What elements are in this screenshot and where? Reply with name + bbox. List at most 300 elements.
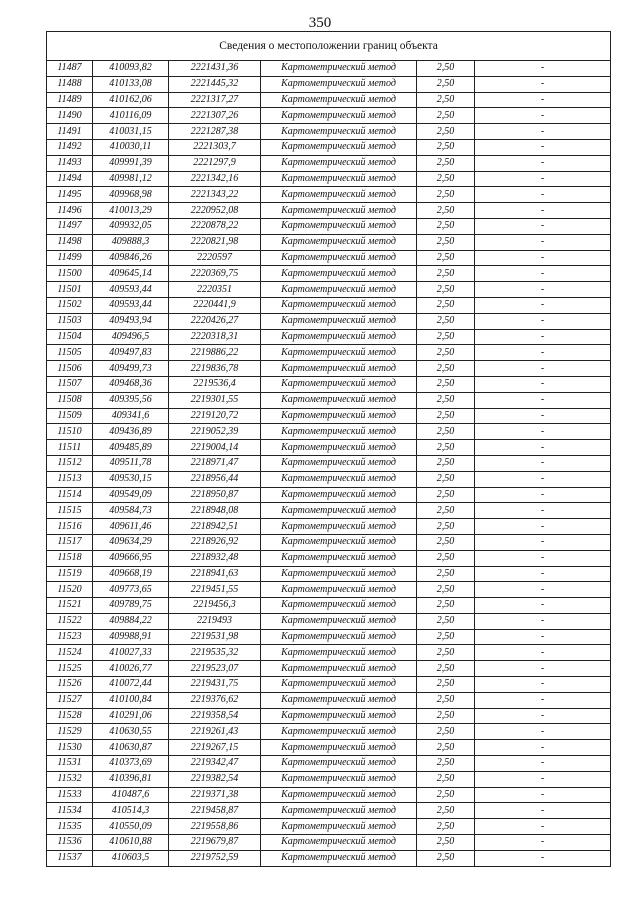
page-number: 350 <box>308 15 332 31</box>
y-coordinate-cell: 2218941,63 <box>169 566 261 582</box>
point-number-cell: 11509 <box>47 408 93 424</box>
point-number-cell: 11520 <box>47 582 93 598</box>
accuracy-cell: 2,50 <box>417 313 475 329</box>
point-number-cell: 11487 <box>47 61 93 77</box>
y-coordinate-cell: 2218926,92 <box>169 534 261 550</box>
point-number-cell: 11537 <box>47 850 93 866</box>
method-cell: Картометрический метод <box>261 771 417 787</box>
point-number-cell: 11508 <box>47 392 93 408</box>
method-cell: Картометрический метод <box>261 566 417 582</box>
y-coordinate-cell: 2219836,78 <box>169 361 261 377</box>
table-row <box>47 787 611 803</box>
description-cell: - <box>475 503 611 519</box>
x-coordinate-cell: 409991,39 <box>93 155 169 171</box>
method-cell: Картометрический метод <box>261 187 417 203</box>
point-number-cell: 11512 <box>47 455 93 471</box>
x-coordinate-cell: 409634,29 <box>93 534 169 550</box>
method-cell: Картометрический метод <box>261 171 417 187</box>
point-number-cell: 11533 <box>47 787 93 803</box>
point-number-cell: 11502 <box>47 297 93 313</box>
table-row <box>47 582 611 598</box>
table-row <box>47 424 611 440</box>
point-number-cell: 11511 <box>47 440 93 456</box>
method-cell: Картометрический метод <box>261 250 417 266</box>
table-row <box>47 503 611 519</box>
x-coordinate-cell: 409668,19 <box>93 566 169 582</box>
table-row <box>47 282 611 298</box>
method-cell: Картометрический метод <box>261 740 417 756</box>
y-coordinate-cell: 2219458,87 <box>169 803 261 819</box>
method-cell: Картометрический метод <box>261 203 417 219</box>
table-row <box>47 187 611 203</box>
x-coordinate-cell: 410396,81 <box>93 771 169 787</box>
method-cell: Картометрический метод <box>261 266 417 282</box>
y-coordinate-cell: 2221342,16 <box>169 171 261 187</box>
accuracy-cell: 2,50 <box>417 519 475 535</box>
point-number-cell: 11497 <box>47 218 93 234</box>
description-cell: - <box>475 76 611 92</box>
point-number-cell: 11510 <box>47 424 93 440</box>
y-coordinate-cell: 2219456,3 <box>169 598 261 614</box>
y-coordinate-cell: 2220351 <box>169 282 261 298</box>
description-cell: - <box>475 171 611 187</box>
x-coordinate-cell: 410373,69 <box>93 756 169 772</box>
point-number-cell: 11490 <box>47 108 93 124</box>
x-coordinate-cell: 409593,44 <box>93 297 169 313</box>
point-number-cell: 11521 <box>47 598 93 614</box>
accuracy-cell: 2,50 <box>417 424 475 440</box>
method-cell: Картометрический метод <box>261 645 417 661</box>
table-row <box>47 661 611 677</box>
point-number-cell: 11495 <box>47 187 93 203</box>
accuracy-cell: 2,50 <box>417 139 475 155</box>
method-cell: Картометрический метод <box>261 361 417 377</box>
method-cell: Картометрический метод <box>261 677 417 693</box>
point-number-cell: 11513 <box>47 471 93 487</box>
y-coordinate-cell: 2219382,54 <box>169 771 261 787</box>
point-number-cell: 11516 <box>47 519 93 535</box>
method-cell: Картометрический метод <box>261 613 417 629</box>
table-row <box>47 376 611 392</box>
description-cell: - <box>475 108 611 124</box>
description-cell: - <box>475 424 611 440</box>
y-coordinate-cell: 2218932,48 <box>169 550 261 566</box>
x-coordinate-cell: 410027,33 <box>93 645 169 661</box>
x-coordinate-cell: 409499,73 <box>93 361 169 377</box>
accuracy-cell: 2,50 <box>417 282 475 298</box>
method-cell: Картометрический метод <box>261 108 417 124</box>
x-coordinate-cell: 409549,09 <box>93 487 169 503</box>
table-row <box>47 850 611 866</box>
x-coordinate-cell: 409395,56 <box>93 392 169 408</box>
accuracy-cell: 2,50 <box>417 835 475 851</box>
point-number-cell: 11498 <box>47 234 93 250</box>
method-cell: Картометрический метод <box>261 582 417 598</box>
method-cell: Картометрический метод <box>261 692 417 708</box>
description-cell: - <box>475 155 611 171</box>
table-row <box>47 408 611 424</box>
table-row <box>47 629 611 645</box>
point-number-cell: 11532 <box>47 771 93 787</box>
table-row <box>47 61 611 77</box>
y-coordinate-cell: 2219493 <box>169 613 261 629</box>
method-cell: Картометрический метод <box>261 282 417 298</box>
accuracy-cell: 2,50 <box>417 819 475 835</box>
accuracy-cell: 2,50 <box>417 771 475 787</box>
point-number-cell: 11536 <box>47 835 93 851</box>
x-coordinate-cell: 410630,87 <box>93 740 169 756</box>
description-cell: - <box>475 329 611 345</box>
x-coordinate-cell: 409511,78 <box>93 455 169 471</box>
x-coordinate-cell: 409888,3 <box>93 234 169 250</box>
description-cell: - <box>475 598 611 614</box>
accuracy-cell: 2,50 <box>417 376 475 392</box>
x-coordinate-cell: 410550,09 <box>93 819 169 835</box>
description-cell: - <box>475 692 611 708</box>
point-number-cell: 11523 <box>47 629 93 645</box>
point-number-cell: 11488 <box>47 76 93 92</box>
x-coordinate-cell: 410610,88 <box>93 835 169 851</box>
accuracy-cell: 2,50 <box>417 92 475 108</box>
table-row <box>47 250 611 266</box>
table-row <box>47 171 611 187</box>
y-coordinate-cell: 2220369,75 <box>169 266 261 282</box>
description-cell: - <box>475 250 611 266</box>
point-number-cell: 11517 <box>47 534 93 550</box>
accuracy-cell: 2,50 <box>417 613 475 629</box>
accuracy-cell: 2,50 <box>417 218 475 234</box>
method-cell: Картометрический метод <box>261 708 417 724</box>
method-cell: Картометрический метод <box>261 629 417 645</box>
accuracy-cell: 2,50 <box>417 234 475 250</box>
point-number-cell: 11492 <box>47 139 93 155</box>
description-cell: - <box>475 803 611 819</box>
table-row <box>47 771 611 787</box>
y-coordinate-cell: 2221307,26 <box>169 108 261 124</box>
accuracy-cell: 2,50 <box>417 124 475 140</box>
table-title-row <box>47 32 611 61</box>
accuracy-cell: 2,50 <box>417 756 475 772</box>
accuracy-cell: 2,50 <box>417 487 475 503</box>
x-coordinate-cell: 409468,36 <box>93 376 169 392</box>
table-row <box>47 155 611 171</box>
point-number-cell: 11489 <box>47 92 93 108</box>
y-coordinate-cell: 2221297,9 <box>169 155 261 171</box>
table-title: Сведения о местоположении границ объекта <box>47 32 611 61</box>
method-cell: Картометрический метод <box>261 440 417 456</box>
method-cell: Картометрический метод <box>261 787 417 803</box>
x-coordinate-cell: 409932,05 <box>93 218 169 234</box>
point-number-cell: 11527 <box>47 692 93 708</box>
y-coordinate-cell: 2219558,86 <box>169 819 261 835</box>
description-cell: - <box>475 582 611 598</box>
description-cell: - <box>475 282 611 298</box>
table-row <box>47 487 611 503</box>
x-coordinate-cell: 410630,55 <box>93 724 169 740</box>
description-cell: - <box>475 850 611 866</box>
table-row <box>47 550 611 566</box>
point-number-cell: 11500 <box>47 266 93 282</box>
method-cell: Картометрический метод <box>261 218 417 234</box>
table-row <box>47 392 611 408</box>
description-cell: - <box>475 724 611 740</box>
accuracy-cell: 2,50 <box>417 392 475 408</box>
y-coordinate-cell: 2219004,14 <box>169 440 261 456</box>
accuracy-cell: 2,50 <box>417 692 475 708</box>
accuracy-cell: 2,50 <box>417 582 475 598</box>
accuracy-cell: 2,50 <box>417 598 475 614</box>
table-row <box>47 218 611 234</box>
method-cell: Картометрический метод <box>261 313 417 329</box>
y-coordinate-cell: 2219301,55 <box>169 392 261 408</box>
point-number-cell: 11534 <box>47 803 93 819</box>
method-cell: Картометрический метод <box>261 598 417 614</box>
point-number-cell: 11499 <box>47 250 93 266</box>
accuracy-cell: 2,50 <box>417 250 475 266</box>
description-cell: - <box>475 187 611 203</box>
y-coordinate-cell: 2219523,07 <box>169 661 261 677</box>
x-coordinate-cell: 409584,73 <box>93 503 169 519</box>
description-cell: - <box>475 234 611 250</box>
table-body <box>47 32 611 867</box>
description-cell: - <box>475 487 611 503</box>
x-coordinate-cell: 410116,09 <box>93 108 169 124</box>
method-cell: Картометрический метод <box>261 139 417 155</box>
y-coordinate-cell: 2221343,22 <box>169 187 261 203</box>
description-cell: - <box>475 203 611 219</box>
y-coordinate-cell: 2218950,87 <box>169 487 261 503</box>
description-cell: - <box>475 124 611 140</box>
accuracy-cell: 2,50 <box>417 345 475 361</box>
y-coordinate-cell: 2220597 <box>169 250 261 266</box>
x-coordinate-cell: 409846,26 <box>93 250 169 266</box>
method-cell: Картометрический метод <box>261 455 417 471</box>
point-number-cell: 11518 <box>47 550 93 566</box>
description-cell: - <box>475 266 611 282</box>
x-coordinate-cell: 409493,94 <box>93 313 169 329</box>
y-coordinate-cell: 2219120,72 <box>169 408 261 424</box>
y-coordinate-cell: 2219342,47 <box>169 756 261 772</box>
description-cell: - <box>475 771 611 787</box>
method-cell: Картометрический метод <box>261 234 417 250</box>
description-cell: - <box>475 92 611 108</box>
x-coordinate-cell: 409611,46 <box>93 519 169 535</box>
y-coordinate-cell: 2220318,31 <box>169 329 261 345</box>
table-row <box>47 534 611 550</box>
x-coordinate-cell: 410487,6 <box>93 787 169 803</box>
method-cell: Картометрический метод <box>261 392 417 408</box>
accuracy-cell: 2,50 <box>417 787 475 803</box>
description-cell: - <box>475 645 611 661</box>
point-number-cell: 11501 <box>47 282 93 298</box>
accuracy-cell: 2,50 <box>417 677 475 693</box>
accuracy-cell: 2,50 <box>417 187 475 203</box>
y-coordinate-cell: 2218971,47 <box>169 455 261 471</box>
method-cell: Картометрический метод <box>261 819 417 835</box>
x-coordinate-cell: 409666,95 <box>93 550 169 566</box>
method-cell: Картометрический метод <box>261 155 417 171</box>
accuracy-cell: 2,50 <box>417 76 475 92</box>
point-number-cell: 11514 <box>47 487 93 503</box>
table-row <box>47 708 611 724</box>
table-row <box>47 139 611 155</box>
y-coordinate-cell: 2219451,55 <box>169 582 261 598</box>
table-row <box>47 819 611 835</box>
x-coordinate-cell: 409968,98 <box>93 187 169 203</box>
description-cell: - <box>475 787 611 803</box>
y-coordinate-cell: 2219376,62 <box>169 692 261 708</box>
method-cell: Картометрический метод <box>261 803 417 819</box>
y-coordinate-cell: 2221317,27 <box>169 92 261 108</box>
description-cell: - <box>475 361 611 377</box>
method-cell: Картометрический метод <box>261 92 417 108</box>
point-number-cell: 11524 <box>47 645 93 661</box>
y-coordinate-cell: 2218948,08 <box>169 503 261 519</box>
table-row <box>47 92 611 108</box>
accuracy-cell: 2,50 <box>417 455 475 471</box>
point-number-cell: 11506 <box>47 361 93 377</box>
point-number-cell: 11529 <box>47 724 93 740</box>
x-coordinate-cell: 410013,29 <box>93 203 169 219</box>
x-coordinate-cell: 410603,5 <box>93 850 169 866</box>
y-coordinate-cell: 2219261,43 <box>169 724 261 740</box>
description-cell: - <box>475 819 611 835</box>
description-cell: - <box>475 613 611 629</box>
x-coordinate-cell: 410291,06 <box>93 708 169 724</box>
x-coordinate-cell: 409773,65 <box>93 582 169 598</box>
table-row <box>47 329 611 345</box>
accuracy-cell: 2,50 <box>417 329 475 345</box>
description-cell: - <box>475 835 611 851</box>
description-cell: - <box>475 218 611 234</box>
y-coordinate-cell: 2218956,44 <box>169 471 261 487</box>
description-cell: - <box>475 440 611 456</box>
table-row <box>47 76 611 92</box>
x-coordinate-cell: 410514,3 <box>93 803 169 819</box>
description-cell: - <box>475 661 611 677</box>
description-cell: - <box>475 566 611 582</box>
description-cell: - <box>475 740 611 756</box>
table-row <box>47 566 611 582</box>
y-coordinate-cell: 2219752,59 <box>169 850 261 866</box>
y-coordinate-cell: 2219679,87 <box>169 835 261 851</box>
x-coordinate-cell: 410026,77 <box>93 661 169 677</box>
method-cell: Картометрический метод <box>261 519 417 535</box>
x-coordinate-cell: 410133,08 <box>93 76 169 92</box>
table-row <box>47 645 611 661</box>
accuracy-cell: 2,50 <box>417 61 475 77</box>
point-number-cell: 11531 <box>47 756 93 772</box>
description-cell: - <box>475 677 611 693</box>
table-row <box>47 835 611 851</box>
y-coordinate-cell: 2219535,32 <box>169 645 261 661</box>
accuracy-cell: 2,50 <box>417 108 475 124</box>
y-coordinate-cell: 2221445,32 <box>169 76 261 92</box>
point-number-cell: 11507 <box>47 376 93 392</box>
y-coordinate-cell: 2219431,75 <box>169 677 261 693</box>
point-number-cell: 11491 <box>47 124 93 140</box>
y-coordinate-cell: 2219371,38 <box>169 787 261 803</box>
table-row <box>47 803 611 819</box>
description-cell: - <box>475 297 611 313</box>
method-cell: Картометрический метод <box>261 756 417 772</box>
description-cell: - <box>475 756 611 772</box>
point-number-cell: 11494 <box>47 171 93 187</box>
method-cell: Картометрический метод <box>261 376 417 392</box>
x-coordinate-cell: 410030,11 <box>93 139 169 155</box>
method-cell: Картометрический метод <box>261 61 417 77</box>
accuracy-cell: 2,50 <box>417 503 475 519</box>
y-coordinate-cell: 2219267,15 <box>169 740 261 756</box>
description-cell: - <box>475 550 611 566</box>
table-row <box>47 455 611 471</box>
method-cell: Картометрический метод <box>261 550 417 566</box>
description-cell: - <box>475 534 611 550</box>
accuracy-cell: 2,50 <box>417 203 475 219</box>
description-cell: - <box>475 313 611 329</box>
accuracy-cell: 2,50 <box>417 408 475 424</box>
method-cell: Картометрический метод <box>261 345 417 361</box>
accuracy-cell: 2,50 <box>417 297 475 313</box>
table-row <box>47 361 611 377</box>
accuracy-cell: 2,50 <box>417 550 475 566</box>
description-cell: - <box>475 471 611 487</box>
accuracy-cell: 2,50 <box>417 361 475 377</box>
point-number-cell: 11522 <box>47 613 93 629</box>
accuracy-cell: 2,50 <box>417 803 475 819</box>
y-coordinate-cell: 2219536,4 <box>169 376 261 392</box>
point-number-cell: 11505 <box>47 345 93 361</box>
method-cell: Картометрический метод <box>261 661 417 677</box>
x-coordinate-cell: 409496,5 <box>93 329 169 345</box>
description-cell: - <box>475 708 611 724</box>
table-row <box>47 108 611 124</box>
y-coordinate-cell: 2219052,39 <box>169 424 261 440</box>
method-cell: Картометрический метод <box>261 487 417 503</box>
point-number-cell: 11519 <box>47 566 93 582</box>
point-number-cell: 11526 <box>47 677 93 693</box>
method-cell: Картометрический метод <box>261 124 417 140</box>
accuracy-cell: 2,50 <box>417 171 475 187</box>
method-cell: Картометрический метод <box>261 297 417 313</box>
table-row <box>47 471 611 487</box>
x-coordinate-cell: 409485,89 <box>93 440 169 456</box>
y-coordinate-cell: 2221303,7 <box>169 139 261 155</box>
accuracy-cell: 2,50 <box>417 440 475 456</box>
y-coordinate-cell: 2220426,27 <box>169 313 261 329</box>
description-cell: - <box>475 61 611 77</box>
table-row <box>47 345 611 361</box>
description-cell: - <box>475 392 611 408</box>
x-coordinate-cell: 409884,22 <box>93 613 169 629</box>
method-cell: Картометрический метод <box>261 503 417 519</box>
table-row <box>47 313 611 329</box>
table-row <box>47 124 611 140</box>
table-row <box>47 297 611 313</box>
accuracy-cell: 2,50 <box>417 629 475 645</box>
point-number-cell: 11496 <box>47 203 93 219</box>
description-cell: - <box>475 376 611 392</box>
method-cell: Картометрический метод <box>261 471 417 487</box>
method-cell: Картометрический метод <box>261 850 417 866</box>
x-coordinate-cell: 410031,15 <box>93 124 169 140</box>
y-coordinate-cell: 2219886,22 <box>169 345 261 361</box>
y-coordinate-cell: 2220821,98 <box>169 234 261 250</box>
table-row <box>47 613 611 629</box>
accuracy-cell: 2,50 <box>417 534 475 550</box>
y-coordinate-cell: 2220952,08 <box>169 203 261 219</box>
table-row <box>47 266 611 282</box>
